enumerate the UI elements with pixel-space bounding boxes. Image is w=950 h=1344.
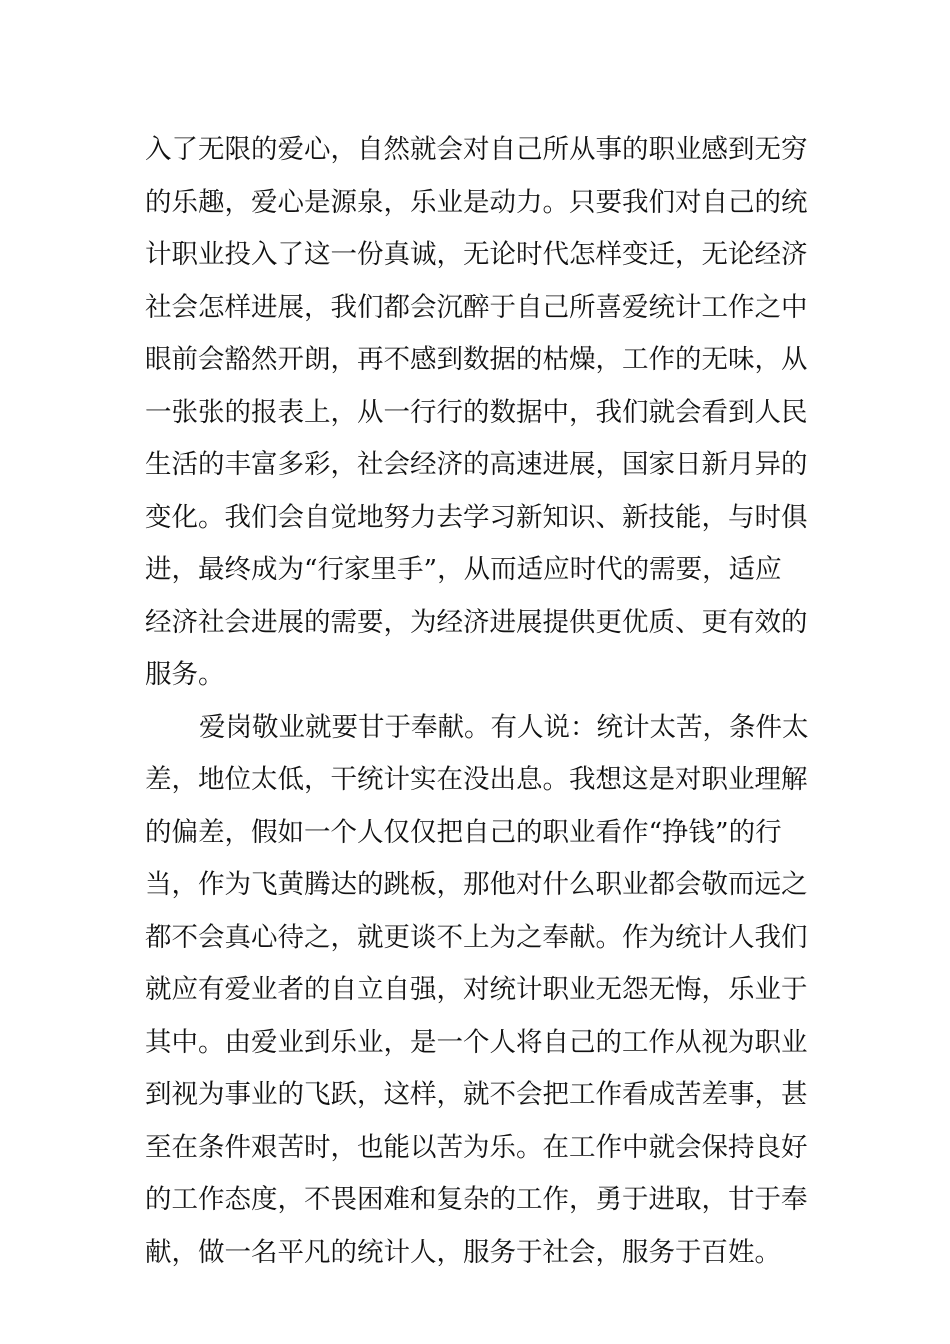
text-line: 的偏差，假如一个人仅仅把自己的职业看作“挣钱”的行	[145, 816, 782, 848]
text-line: 到视为事业的飞跃，这样，就不会把工作看成苦差事，甚	[145, 1079, 808, 1110]
text-line: 的乐趣，爱心是源泉，乐业是动力。只要我们对自己的统	[145, 186, 808, 218]
text-line: 服务。	[145, 659, 225, 690]
text-line: 一张张的报表上，从一行行的数据中，我们就会看到人民	[145, 396, 808, 428]
text-line: 都不会真心待之，就更谈不上为之奉献。作为统计人我们	[145, 921, 808, 953]
text-line: 差，地位太低，干统计实在没出息。我想这是对职业理解	[145, 764, 808, 795]
text-line: 献，做一名平凡的统计人，服务于社会，服务于百姓。	[145, 1236, 781, 1268]
body-text	[145, 124, 809, 1279]
text-line: 当，作为飞黄腾达的跳板，那他对什么职业都会敬而远之	[145, 869, 808, 900]
text-line: 其中。由爱业到乐业，是一个人将自己的工作从视为职业	[145, 1026, 808, 1058]
text-line: 入了无限的爱心，自然就会对自己所从事的职业感到无穷	[145, 134, 808, 165]
text-line: 眼前会豁然开朗，再不感到数据的枯燥，工作的无味，从	[145, 344, 808, 375]
text-line: 就应有爱业者的自立自强，对统计职业无怨无悔，乐业于	[145, 974, 808, 1005]
text-line: 变化。我们会自觉地努力去学习新知识、新技能，与时俱	[145, 501, 808, 533]
text-line: 进，最终成为“行家里手”，从而适应时代的需要，适应	[145, 554, 782, 585]
text-line: 生活的丰富多彩，社会经济的高速进展，国家日新月异的	[145, 449, 808, 480]
paragraph-start-line: 爱岗敬业就要甘于奉献。有人说：统计太苦，条件太	[199, 711, 809, 743]
text-line: 经济社会进展的需要，为经济进展提供更优质、更有效的	[145, 606, 808, 638]
text-line: 的工作态度，不畏困难和复杂的工作，勇于进取，甘于奉	[145, 1184, 808, 1215]
text-line: 社会怎样进展，我们都会沉醉于自己所喜爱统计工作之中	[145, 291, 808, 323]
text-line: 计职业投入了这一份真诚，无论时代怎样变迁，无论经济	[145, 239, 808, 270]
text-line: 至在条件艰苦时，也能以苦为乐。在工作中就会保持良好	[145, 1131, 808, 1163]
